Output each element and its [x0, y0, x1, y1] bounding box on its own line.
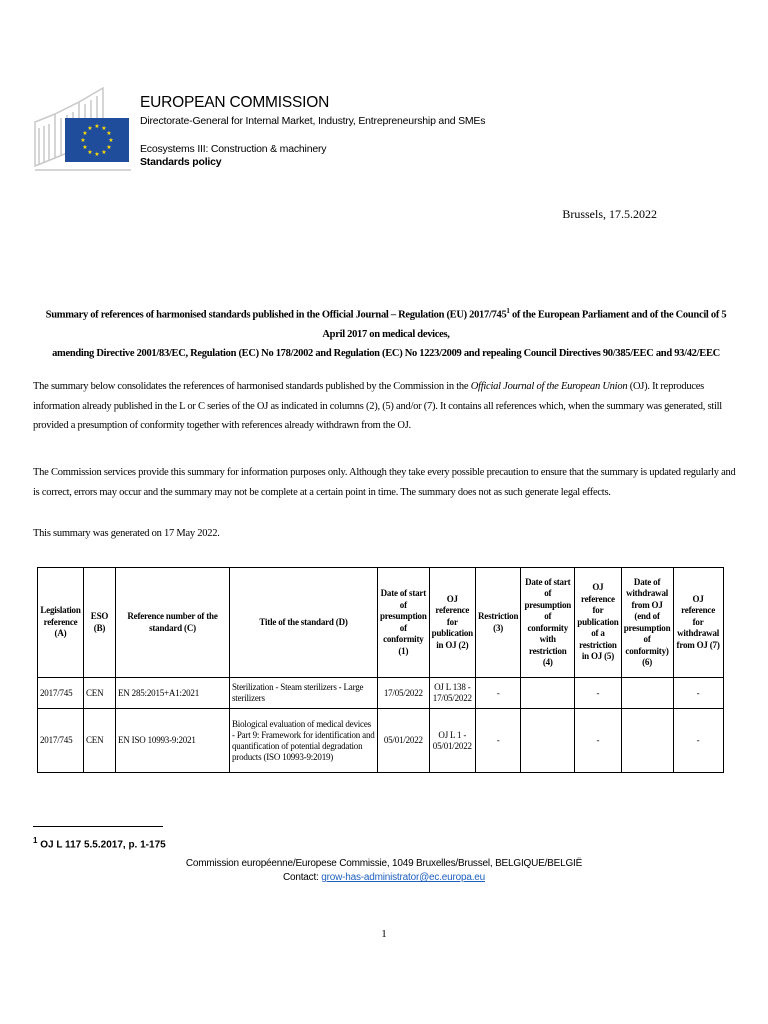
- oj-name-italic: Official Journal of the European Union: [470, 381, 628, 392]
- document-title: [36, 302, 736, 363]
- organisation-block: [140, 94, 485, 168]
- cell-date-withdrawal: [621, 678, 673, 709]
- col-header-date-start: Date of start of presumption of conformity (1): [378, 568, 430, 678]
- footnote: [33, 836, 166, 850]
- svg-text:★: ★: [87, 125, 93, 132]
- european-commission-logo: [33, 84, 133, 180]
- svg-text:★: ★: [94, 151, 100, 158]
- cell-date-restriction: [521, 678, 575, 709]
- cell-reference: EN ISO 10993-9:2021: [116, 709, 230, 773]
- paragraph-disclaimer: The Commission services provide this summary for information purposes only. Although they take every possible precaution to ensure that the summary is updated regularly and is correct, errors may occur and the summary may not be complete at a certain point in time. The summary does not as such generate legal effects.: [33, 467, 736, 498]
- svg-text:★: ★: [106, 130, 112, 137]
- paragraph-text: (OJ). It reproduces information already published in the L or C series of the OJ as indicated in columns (2), (5) and/or (7). It contains all references which, when the summary was generated, still provided a presumption of conformity together with references already withdrawn from the OJ.: [33, 381, 722, 431]
- svg-text:★: ★: [101, 149, 107, 156]
- cell-date-start: 05/01/2022: [378, 709, 430, 773]
- col-header-legislation: Legislation reference (A): [38, 568, 84, 678]
- directorate-general: Directorate-General for Internal Market, Industry, Entrepreneurship and SMEs: [140, 115, 486, 127]
- svg-text:★: ★: [80, 137, 86, 144]
- contact-email-link[interactable]: grow-has-administrator@ec.europa.eu: [321, 872, 486, 883]
- eu-flag-building-icon: [33, 84, 133, 180]
- standards-table: [37, 567, 724, 773]
- col-header-restriction: Restriction (3): [475, 568, 520, 678]
- cell-oj-restriction: -: [575, 678, 621, 709]
- cell-oj-withdrawal: -: [673, 709, 723, 773]
- title-line1-post: of the European Parliament and of the Council of 5 April 2017 on medical devices,: [322, 309, 727, 340]
- cell-oj-withdrawal: -: [673, 678, 723, 709]
- col-header-oj-withdrawal: OJ reference for withdrawal from OJ (7): [673, 568, 723, 678]
- cell-date-start: 17/05/2022: [378, 678, 430, 709]
- col-header-eso: ESO (B): [84, 568, 116, 678]
- footer-contact-label: Contact:: [282, 872, 322, 883]
- paragraph-consolidation: [33, 377, 737, 436]
- col-header-oj-restriction: OJ reference for publication of a restriction in OJ (5): [575, 568, 621, 678]
- cell-oj-publication: OJ L 1 - 05/01/2022: [429, 709, 475, 773]
- svg-text:★: ★: [82, 130, 88, 137]
- col-header-reference: Reference number of the standard (C): [116, 568, 230, 678]
- cell-title: Biological evaluation of medical devices - Part 9: Framework for identification and quantification of potential degradation products (ISO 10993-9:2019): [230, 709, 378, 773]
- footer-address: Commission européenne/Europese Commissie, 1049 Bruxelles/Brussel, BELGIQUE/BELGIË: [185, 858, 583, 869]
- col-header-date-withdrawal: Date of withdrawal from OJ (end of presumption of conformity) (6): [621, 568, 673, 678]
- cell-reference: EN 285:2015+A1:2021: [116, 678, 230, 709]
- cell-restriction: -: [475, 678, 520, 709]
- page-number: 1: [381, 928, 387, 940]
- paragraph-text: The summary below consolidates the references of harmonised standards published by the Commission in the: [33, 381, 471, 392]
- svg-text:★: ★: [101, 125, 107, 132]
- cell-date-restriction: [521, 709, 575, 773]
- col-header-title: Title of the standard (D): [230, 568, 378, 678]
- footer-contact: [0, 872, 768, 883]
- svg-text:★: ★: [106, 144, 112, 151]
- paragraph-generated-date: This summary was generated on 17 May 2022.: [33, 528, 220, 539]
- footnote-mark: 1: [33, 836, 38, 845]
- svg-text:★: ★: [108, 137, 114, 144]
- table-row: [38, 709, 724, 773]
- cell-eso: CEN: [84, 678, 116, 709]
- footnote-divider: [33, 826, 163, 827]
- cell-oj-publication: OJ L 138 - 17/05/2022: [429, 678, 475, 709]
- cell-title: Sterilization - Steam sterilizers - Large sterilizers: [230, 678, 378, 709]
- policy-name: Standards policy: [140, 156, 222, 168]
- cell-legislation: 2017/745: [38, 678, 84, 709]
- table-row: [38, 678, 724, 709]
- footnote-text: OJ L 117 5.5.2017, p. 1-175: [37, 839, 166, 851]
- cell-eso: CEN: [84, 709, 116, 773]
- cell-legislation: 2017/745: [38, 709, 84, 773]
- svg-text:★: ★: [87, 149, 93, 156]
- col-header-date-restriction: Date of start of presumption of conformity with restriction (4): [521, 568, 575, 678]
- svg-text:★: ★: [82, 144, 88, 151]
- cell-date-withdrawal: [621, 709, 673, 773]
- document-date: Brussels, 17.5.2022: [562, 207, 657, 221]
- svg-text:★: ★: [94, 123, 100, 130]
- unit-name: Ecosystems III: Construction & machinery: [140, 143, 327, 155]
- col-header-oj-publication: OJ reference for publication in OJ (2): [429, 568, 475, 678]
- title-footnote-mark[interactable]: 1: [506, 307, 510, 315]
- table-header-row: [38, 568, 724, 678]
- title-line2: amending Directive 2001/83/EC, Regulation (EC) No 178/2002 and Regulation (EC) No 1223/2009 and repealing Council Directives 90/385/EEC and 93/42/EEC: [52, 347, 720, 359]
- cell-oj-restriction: -: [575, 709, 621, 773]
- organisation-name: EUROPEAN COMMISSION: [140, 94, 330, 111]
- cell-restriction: -: [475, 709, 520, 773]
- title-line1-pre: Summary of references of harmonised standards published in the Official Journal – Regulation (EU) 2017/745: [45, 309, 507, 321]
